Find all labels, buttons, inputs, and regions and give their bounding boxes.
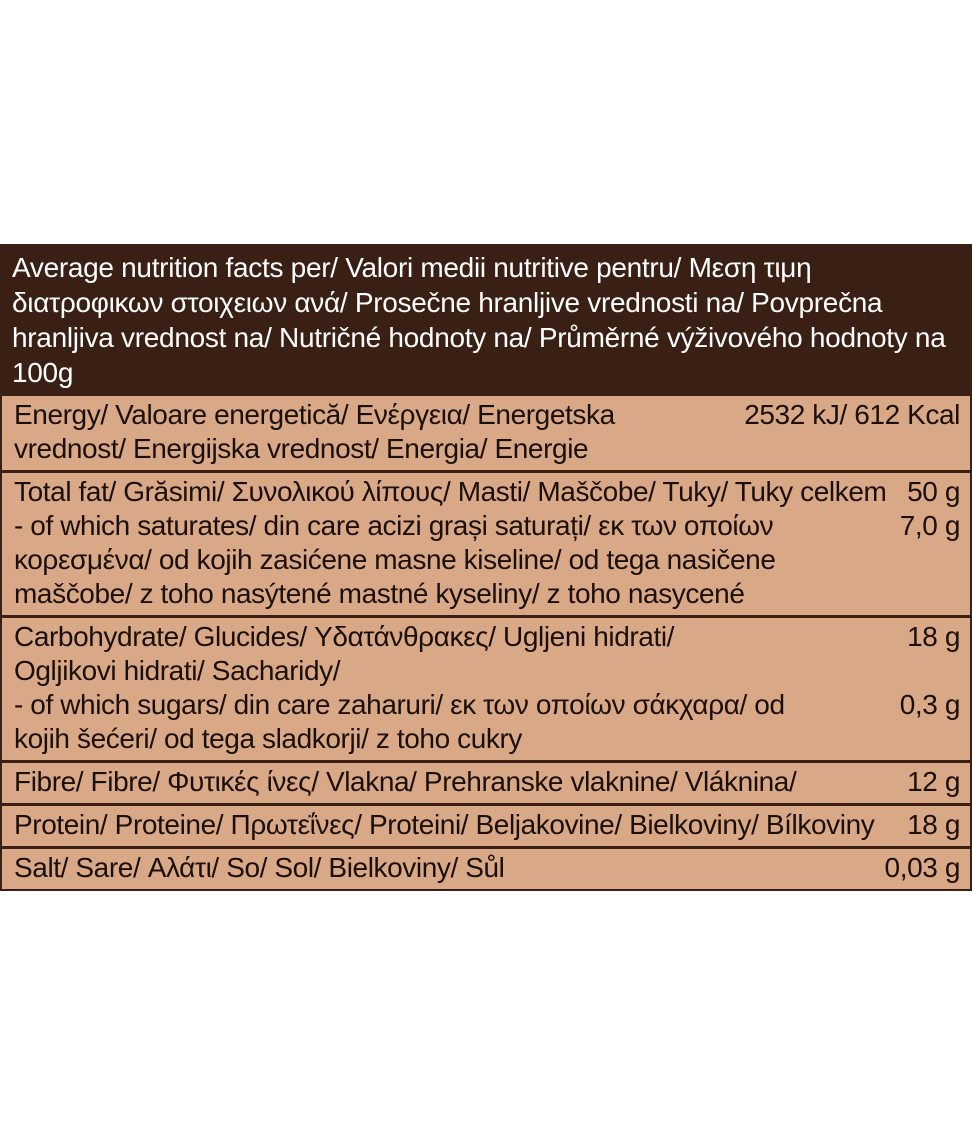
fibre-line bbox=[14, 765, 960, 799]
carbohydrate-line bbox=[14, 620, 960, 688]
fat-label: Total fat/ Grăsimi/ Συνολικού λίπους/ Masti/ Maščobe/ Tuky/ Tuky celkem bbox=[14, 476, 887, 507]
energy-label: Energy/ Valoare energetică/ Ενέργεια/ Energetska vrednost/ Energijska vrednost/ Energia/ Energie bbox=[14, 399, 623, 464]
carbohydrate-value: 18 g bbox=[907, 621, 960, 652]
saturates-line bbox=[14, 509, 960, 611]
sugars-value: 0,3 g bbox=[899, 689, 960, 720]
energy-value: 2532 kJ/ 612 Kcal bbox=[744, 399, 960, 430]
nutrition-header: Average nutrition facts per/ Valori medii nutritive pentru/ Μεση τιμη διατροφικων στοιχειων ανά/ Prosečne hranljive vrednosti na/ Povprečna hranljiva vrednost na/ Nutričné hodnoty na/ Průměrné výživového hodnoty na 100g bbox=[2, 246, 970, 396]
sugars-line bbox=[14, 688, 960, 756]
protein-line bbox=[14, 808, 960, 842]
row-fibre bbox=[2, 763, 970, 803]
nutrition-rows bbox=[2, 396, 970, 889]
saturates-value: 7,0 g bbox=[899, 510, 960, 541]
row-fat bbox=[2, 473, 970, 615]
salt-label: Salt/ Sare/ Αλάτι/ So/ Sol/ Bielkoviny/ Sůl bbox=[14, 852, 505, 883]
saturates-label: - of which saturates/ din care acizi grași saturați/ εκ των οποίων κορεσμένα/ od kojih zasićene masne kiseline/ od tega nasičene maščobe/ z toho nasýtené mastné kyseliny/ z toho nasycené bbox=[14, 510, 783, 609]
nutrition-label bbox=[0, 244, 972, 891]
row-energy bbox=[2, 396, 970, 470]
sugars-label: - of which sugars/ din care zaharuri/ εκ των οποίων σάκχαρα/ od kojih šećeri/ od tega sladkorji/ z toho cukry bbox=[14, 689, 793, 754]
fibre-label: Fibre/ Fibre/ Φυτικές ίνες/ Vlakna/ Prehranske vlaknine/ Vláknina/ bbox=[14, 766, 797, 797]
row-protein bbox=[2, 806, 970, 846]
salt-line bbox=[14, 851, 960, 885]
row-carbohydrate bbox=[2, 618, 970, 760]
fat-line bbox=[14, 475, 960, 509]
protein-label: Protein/ Proteine/ Πρωτεΐνες/ Proteini/ Beljakovine/ Bielkoviny/ Bílkoviny bbox=[14, 809, 875, 840]
energy-line bbox=[14, 398, 960, 466]
fat-value: 50 g bbox=[907, 476, 960, 507]
fibre-value: 12 g bbox=[907, 766, 960, 797]
carbohydrate-label: Carbohydrate/ Glucides/ Υδατάνθρακες/ Ugljeni hidrati/ Ogljikovi hidrati/ Sacharidy/ bbox=[14, 621, 682, 686]
row-salt bbox=[2, 849, 970, 889]
protein-value: 18 g bbox=[907, 809, 960, 840]
salt-value: 0,03 g bbox=[884, 852, 960, 883]
